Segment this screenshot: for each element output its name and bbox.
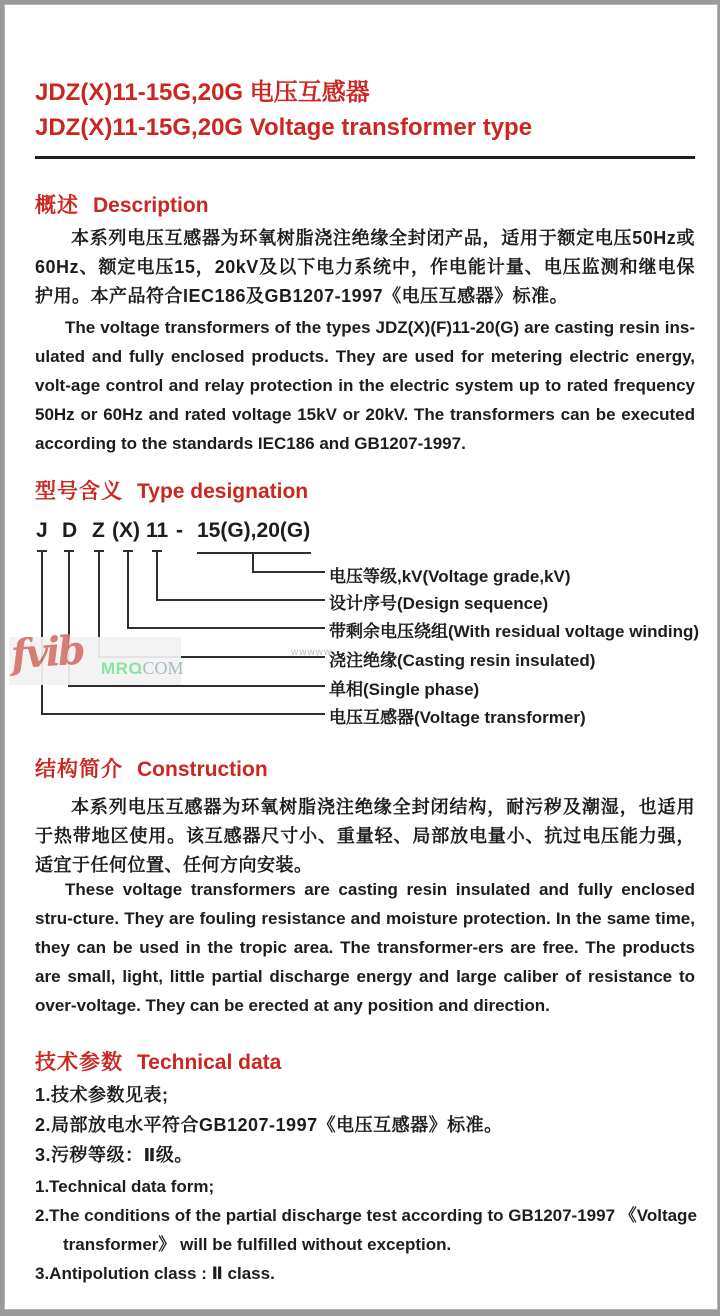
label-single-phase: 单相(Single phase) xyxy=(329,680,480,699)
heading-technical-data-zh: 技术参数 xyxy=(35,1051,123,1074)
technical-item-zh-3: 3.污秽等级：Ⅱ级。 xyxy=(35,1145,193,1165)
label-design-sequence: 设计序号(Design sequence) xyxy=(329,594,549,613)
heading-construction xyxy=(35,753,268,783)
heading-description-zh: 概述 xyxy=(35,194,79,217)
technical-list-en xyxy=(35,1172,699,1288)
code-part-D: D xyxy=(62,519,78,542)
heading-type-designation-en: Type designation xyxy=(137,480,309,503)
label-voltage-grade: 电压等级,kV(Voltage grade,kV) xyxy=(329,567,571,586)
construction-paragraph-zh: 本系列电压互感器为环氧树脂浇注绝缘全封闭结构，耐污秽及潮湿，也适用于热带地区使用。该互感器尺寸小、重量轻、局部放电量小、抗过电压能力强，适宜于任何位置、任何方向安装。 xyxy=(35,797,695,875)
title-line-zh: JDZ(X)11-15G,20G 电压互感器 xyxy=(35,79,370,106)
heading-type-designation-zh: 型号含义 xyxy=(35,480,123,503)
description-paragraph-zh: 本系列电压互感器为环氧树脂浇注绝缘全封闭产品，适用于额定电压50Hz或60Hz、额定电压15，20kV及以下电力系统中，作电能计量、电压监测和继电保护用。本产品符合IEC186及GB1207-1997《电压互感器》标准。 xyxy=(35,228,695,306)
diagram-hline-single-phase xyxy=(68,685,325,687)
technical-item-zh-2: 2.局部放电水平符合GB1207-1997《电压互感器》标准。 xyxy=(35,1115,503,1135)
watermark-script-text: fvib xyxy=(9,626,85,679)
construction-paragraph-en: These voltage transformers are casting resin insulated and fully enclosed stru-cture. They are fouling resistance and moisture protection. In the same time, they can be used in the tropic area. The transformer-ers are free. The products are small, light, little partial discharge energy and large caliber of resistance to over-voltage. They can be erected at any position and direction. xyxy=(35,880,695,1015)
code-part-voltage: 15(G),20(G) xyxy=(197,519,311,542)
watermark-suffix-text: .COM xyxy=(138,658,184,678)
page-title xyxy=(35,75,695,145)
heading-description xyxy=(35,189,209,219)
title-line-en: JDZ(X)11-15G,20G Voltage transformer type xyxy=(35,114,533,141)
heading-technical-data-en: Technical data xyxy=(137,1051,282,1074)
technical-item-zh-1: 1.技术参数见表; xyxy=(35,1085,169,1105)
technical-item-en-3: 3.Antipolution class : Ⅱ class. xyxy=(35,1264,275,1283)
title-divider xyxy=(35,156,695,159)
diagram-hline-residual-winding xyxy=(127,627,325,629)
description-paragraph-en: The voltage transformers of the types JDZ(X)(F)11-20(G) are casting resin ins-ulated and fully enclosed products. They are used for metering electric energy, volt-age control and relay protection in the electric system up to rated frequency 50Hz or 60Hz and rated voltage 15kV or 20kV. The transformers can be executed according to the standards IEC186 and GB1207-1997. xyxy=(35,318,695,453)
watermark-brand-text: MRO xyxy=(101,659,143,678)
code-part-Z: Z xyxy=(92,519,105,542)
heading-description-en: Description xyxy=(93,194,209,217)
technical-list-zh xyxy=(35,1080,699,1170)
code-part-dash: - xyxy=(176,519,183,542)
watermark-logo xyxy=(9,626,184,685)
label-voltage-transformer: 电压互感器(Voltage transformer) xyxy=(329,708,586,727)
technical-item-en-1: 1.Technical data form; xyxy=(35,1177,215,1196)
diagram-vline-voltage xyxy=(252,553,254,573)
heading-type-designation xyxy=(35,475,308,505)
diagram-hline-voltage-transformer xyxy=(41,713,325,715)
document-page xyxy=(4,4,718,1310)
diagram-hline-voltage-grade xyxy=(252,571,325,573)
technical-item-en-2: 2.The conditions of the partial discharge test according to GB1207-1997 《Voltage transformer》 will be fulfilled without exception. xyxy=(35,1206,697,1254)
code-part-J: J xyxy=(36,519,48,542)
code-part-X: (X) xyxy=(112,519,140,542)
label-residual-winding: 带剩余电压绕组(With residual voltage winding) xyxy=(329,622,700,641)
watermark-artifact: wwwww xyxy=(291,647,333,658)
diagram-vline-11 xyxy=(156,551,158,601)
heading-construction-en: Construction xyxy=(137,758,268,781)
diagram-hline-design-sequence xyxy=(156,599,325,601)
diagram-underline-voltage xyxy=(197,552,311,554)
label-casting-resin: 浇注绝缘(Casting resin insulated) xyxy=(329,651,596,670)
diagram-vline-X xyxy=(127,551,129,629)
code-part-11: 11 xyxy=(146,519,169,542)
heading-construction-zh: 结构简介 xyxy=(35,758,123,781)
heading-technical-data xyxy=(35,1046,281,1076)
